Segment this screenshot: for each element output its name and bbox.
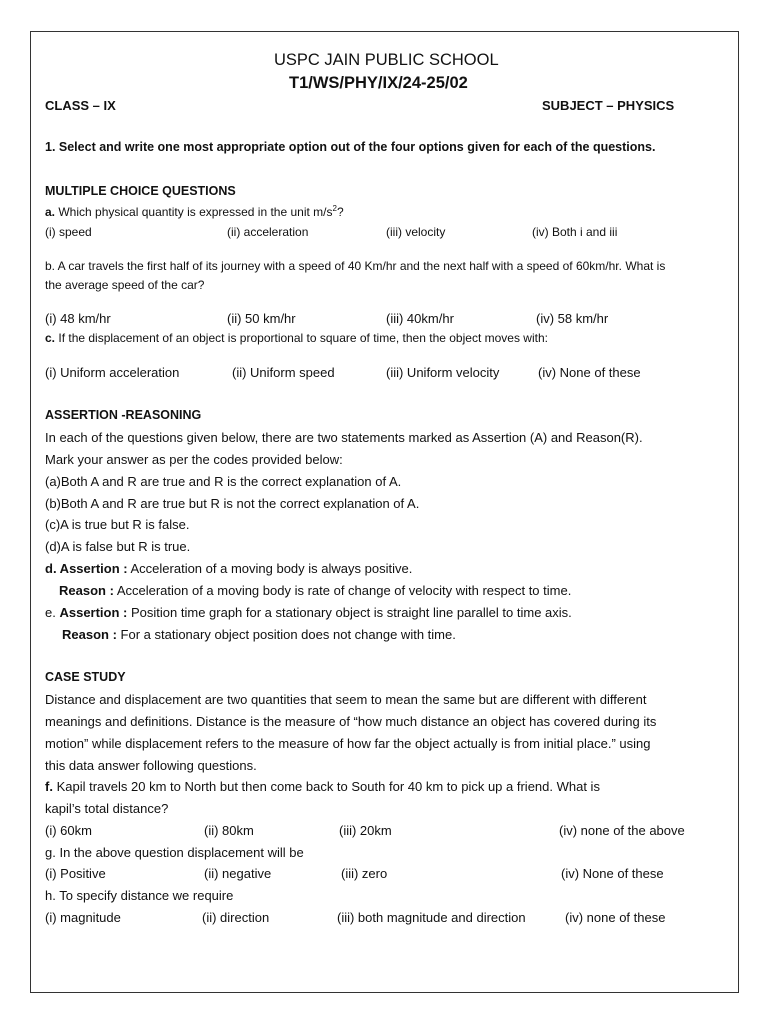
option-h-4: (iv) none of these xyxy=(565,910,666,925)
question-d-reason-label: Reason : xyxy=(59,583,114,598)
option-g-4: (iv) None of these xyxy=(561,866,664,881)
question-f-line2: kapil’s total distance? xyxy=(45,801,169,816)
question-c-label: c. xyxy=(45,331,56,345)
question-g: g. In the above question displacement will be xyxy=(45,845,304,860)
school-name: USPC JAIN PUBLIC SCHOOL xyxy=(274,51,499,69)
option-f-2: (ii) 80km xyxy=(204,823,254,838)
mcq-heading: MULTIPLE CHOICE QUESTIONS xyxy=(45,184,236,198)
assertion-code-c: (c)A is true but R is false. xyxy=(45,517,190,532)
question-c xyxy=(45,332,548,344)
case-study-para-4: this data answer following questions. xyxy=(45,758,257,773)
option-b-1: (i) 48 km/hr xyxy=(45,311,111,326)
case-study-heading: CASE STUDY xyxy=(45,670,126,684)
assertion-code-a: (a)Both A and R are true and R is the correct explanation of A. xyxy=(45,474,402,489)
question-e-reason-text: For a stationary object position does not change with time. xyxy=(120,627,456,642)
case-study-para-3: motion” while displacement refers to the measure of how far the object actually is from initial place.” using xyxy=(45,736,651,751)
assertion-heading: ASSERTION -REASONING xyxy=(45,408,202,422)
assertion-intro-1: In each of the questions given below, there are two statements marked as Assertion (A) and Reason(R). xyxy=(45,430,643,445)
question-c-text: If the displacement of an object is proportional to square of time, then the object moves with: xyxy=(58,331,548,345)
question-e-prefix: e. xyxy=(45,605,56,620)
case-study-para-1: Distance and displacement are two quantities that seem to mean the same but are different with different xyxy=(45,692,647,707)
case-study-para-2: meanings and definitions. Distance is the measure of “how much distance an object has covered during its xyxy=(45,714,657,729)
option-h-1: (i) magnitude xyxy=(45,910,121,925)
worksheet-code: T1/WS/PHY/IX/24-25/02 xyxy=(289,74,468,92)
question-d-assertion xyxy=(45,562,412,575)
option-a-1: (i) speed xyxy=(45,225,92,239)
question-d-reason-text: Acceleration of a moving body is rate of change of velocity with respect to time. xyxy=(116,583,572,598)
option-a-3: (iii) velocity xyxy=(386,225,446,239)
option-c-4: (iv) None of these xyxy=(538,365,641,380)
question-b-line1: b. A car travels the first half of its journey with a speed of 40 Km/hr and the next half with a speed of 60km/hr. What is xyxy=(45,259,666,273)
option-f-1: (i) 60km xyxy=(45,823,92,838)
question-f-text: Kapil travels 20 km to North but then come back to South for 40 km to pick up a friend. What is xyxy=(56,779,600,794)
question-e-reason-label: Reason : xyxy=(62,627,117,642)
option-b-4: (iv) 58 km/hr xyxy=(536,311,609,326)
option-a-2: (ii) acceleration xyxy=(227,225,309,239)
question-f-label: f. xyxy=(45,779,53,794)
option-c-2: (ii) Uniform speed xyxy=(232,365,335,380)
question-h: h. To specify distance we require xyxy=(45,888,234,903)
question-e-assertion-text: Position time graph for a stationary object is straight line parallel to time axis. xyxy=(131,605,572,620)
question-a-sup: 2 xyxy=(332,204,337,213)
option-g-3: (iii) zero xyxy=(341,866,388,881)
assertion-intro-2: Mark your answer as per the codes provided below: xyxy=(45,452,343,467)
question-a xyxy=(45,206,344,218)
option-h-3: (iii) both magnitude and direction xyxy=(337,910,526,925)
question-e-assertion xyxy=(45,606,572,619)
option-g-2: (ii) negative xyxy=(204,866,272,881)
question-d-assertion-text: Acceleration of a moving body is always positive. xyxy=(130,561,413,576)
instruction: 1. Select and write one most appropriate option out of the four options given for each of the questions. xyxy=(45,140,656,154)
question-e-reason xyxy=(62,628,456,641)
assertion-code-b: (b)Both A and R are true but R is not the correct explanation of A. xyxy=(45,496,420,511)
question-b-line2: the average speed of the car? xyxy=(45,278,205,292)
option-f-4: (iv) none of the above xyxy=(559,823,685,838)
option-g-1: (i) Positive xyxy=(45,866,106,881)
question-a-text: Which physical quantity is expressed in the unit m/s xyxy=(58,205,333,219)
option-a-4: (iv) Both i and iii xyxy=(532,225,618,239)
assertion-code-d: (d)A is false but R is true. xyxy=(45,539,191,554)
question-d-reason xyxy=(59,584,571,597)
option-f-3: (iii) 20km xyxy=(339,823,392,838)
option-c-1: (i) Uniform acceleration xyxy=(45,365,180,380)
question-d-assertion-label: d. Assertion : xyxy=(45,561,128,576)
option-h-2: (ii) direction xyxy=(202,910,270,925)
question-e-assertion-label: Assertion : xyxy=(59,605,128,620)
question-f-line1 xyxy=(45,780,600,793)
question-a-label: a. xyxy=(45,205,56,219)
option-b-3: (iii) 40km/hr xyxy=(386,311,454,326)
class-label: CLASS – IX xyxy=(45,98,116,113)
question-a-tail: ? xyxy=(336,205,344,219)
option-c-3: (iii) Uniform velocity xyxy=(386,365,500,380)
subject-label: SUBJECT – PHYSICS xyxy=(542,98,675,113)
option-b-2: (ii) 50 km/hr xyxy=(227,311,296,326)
